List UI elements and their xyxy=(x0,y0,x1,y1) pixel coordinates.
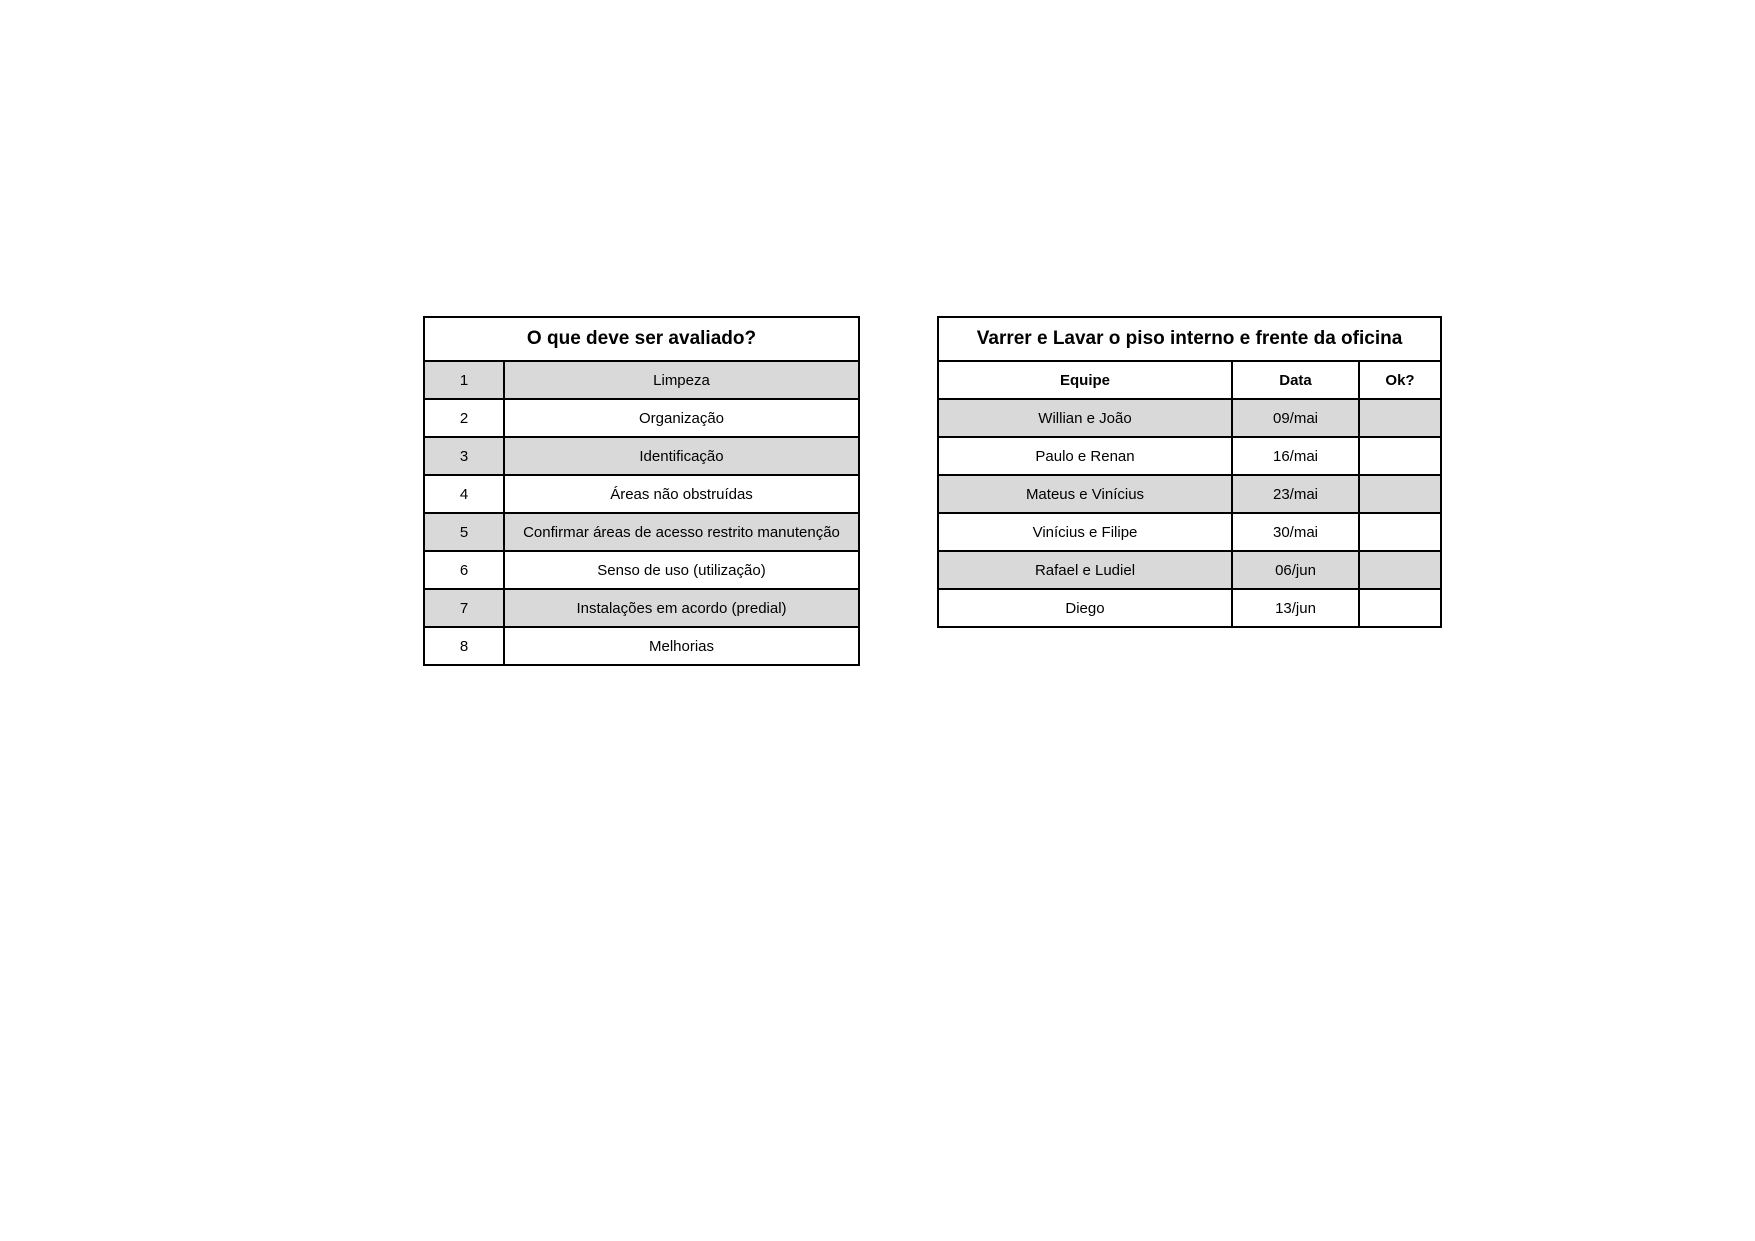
date-cell: 06/jun xyxy=(1232,551,1359,589)
header-date: Data xyxy=(1232,361,1359,399)
header-row xyxy=(938,361,1441,399)
table-row xyxy=(938,589,1441,627)
team-cell: Vinícius e Filipe xyxy=(938,513,1232,551)
table-row xyxy=(938,475,1441,513)
table-row xyxy=(424,513,859,551)
schedule-title: Varrer e Lavar o piso interno e frente da oficina xyxy=(938,317,1441,361)
ok-cell[interactable] xyxy=(1359,475,1441,513)
date-cell: 23/mai xyxy=(1232,475,1359,513)
row-number: 8 xyxy=(424,627,504,665)
team-cell: Mateus e Vinícius xyxy=(938,475,1232,513)
row-number: 4 xyxy=(424,475,504,513)
team-cell: Paulo e Renan xyxy=(938,437,1232,475)
row-number: 6 xyxy=(424,551,504,589)
team-cell: Diego xyxy=(938,589,1232,627)
team-cell: Rafael e Ludiel xyxy=(938,551,1232,589)
ok-cell[interactable] xyxy=(1359,551,1441,589)
team-cell: Willian e João xyxy=(938,399,1232,437)
table-row xyxy=(424,437,859,475)
row-item: Melhorias xyxy=(504,627,859,665)
table-row xyxy=(424,399,859,437)
row-item: Identificação xyxy=(504,437,859,475)
evaluation-title: O que deve ser avaliado? xyxy=(424,317,859,361)
row-item: Instalações em acordo (predial) xyxy=(504,589,859,627)
ok-cell[interactable] xyxy=(1359,513,1441,551)
ok-cell[interactable] xyxy=(1359,399,1441,437)
row-item: Organização xyxy=(504,399,859,437)
table-row xyxy=(938,513,1441,551)
schedule-table xyxy=(937,316,1442,628)
row-item: Áreas não obstruídas xyxy=(504,475,859,513)
table-row xyxy=(938,551,1441,589)
table-row xyxy=(424,475,859,513)
row-item: Confirmar áreas de acesso restrito manutenção xyxy=(504,513,859,551)
header-team: Equipe xyxy=(938,361,1232,399)
table-row xyxy=(938,437,1441,475)
table-row xyxy=(938,399,1441,437)
table-row xyxy=(424,361,859,399)
date-cell: 16/mai xyxy=(1232,437,1359,475)
row-number: 1 xyxy=(424,361,504,399)
date-cell: 13/jun xyxy=(1232,589,1359,627)
ok-cell[interactable] xyxy=(1359,437,1441,475)
row-number: 7 xyxy=(424,589,504,627)
row-item: Limpeza xyxy=(504,361,859,399)
header-ok: Ok? xyxy=(1359,361,1441,399)
table-row xyxy=(424,589,859,627)
date-cell: 09/mai xyxy=(1232,399,1359,437)
table-row xyxy=(424,551,859,589)
table-row xyxy=(424,627,859,665)
row-number: 2 xyxy=(424,399,504,437)
evaluation-table xyxy=(423,316,860,666)
row-number: 5 xyxy=(424,513,504,551)
row-item: Senso de uso (utilização) xyxy=(504,551,859,589)
ok-cell[interactable] xyxy=(1359,589,1441,627)
date-cell: 30/mai xyxy=(1232,513,1359,551)
row-number: 3 xyxy=(424,437,504,475)
